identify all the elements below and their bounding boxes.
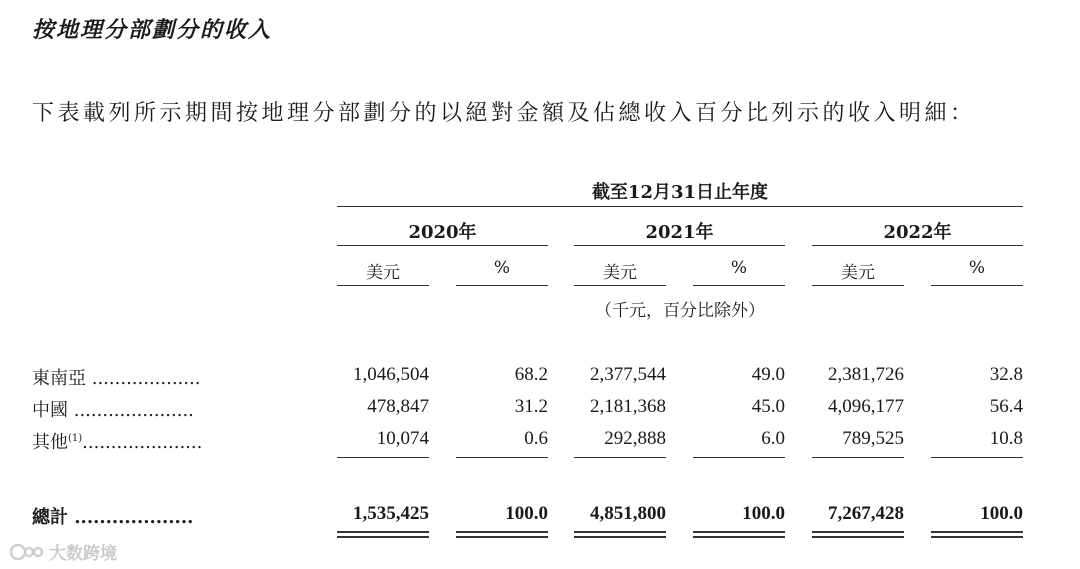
table-cell: 292,888 bbox=[604, 428, 666, 449]
row-label: 其他$^{(1)}$..................... bbox=[32, 432, 203, 453]
table-cell: 45.0 bbox=[751, 396, 785, 417]
divider bbox=[574, 285, 666, 286]
divider bbox=[456, 285, 548, 286]
double-underline bbox=[456, 536, 548, 538]
footnote-ref: (1) bbox=[68, 433, 83, 444]
double-underline bbox=[456, 531, 548, 533]
double-underline bbox=[693, 536, 785, 538]
year-2020-header: 2020年 bbox=[408, 222, 477, 243]
double-underline bbox=[337, 536, 429, 538]
table-cell: 32.8 bbox=[989, 364, 1023, 385]
section-title: 按地理分部劃分的收入 bbox=[32, 17, 273, 43]
watermark bbox=[10, 539, 117, 564]
total-cell: 100.0 bbox=[742, 503, 785, 524]
divider bbox=[812, 457, 904, 458]
dot-leader: ..................... bbox=[73, 400, 194, 421]
divider bbox=[693, 285, 785, 286]
total-cell: 100.0 bbox=[505, 503, 548, 524]
total-cell: 1,535,425 bbox=[353, 503, 429, 524]
dot-leader: ................... bbox=[91, 368, 201, 389]
divider bbox=[693, 457, 785, 458]
divider bbox=[337, 457, 429, 458]
double-underline bbox=[574, 536, 666, 538]
col-header-usd: 美元 bbox=[366, 263, 400, 283]
table-cell: 2,381,726 bbox=[828, 364, 904, 385]
table-cell: 1,046,504 bbox=[353, 364, 429, 385]
year-2022-header: 2022年 bbox=[883, 222, 952, 243]
table-cell: 56.4 bbox=[989, 396, 1023, 417]
col-header-pct: % bbox=[730, 258, 748, 278]
row-label: 中國 ..................... bbox=[32, 400, 194, 421]
divider bbox=[337, 285, 429, 286]
double-underline bbox=[931, 531, 1023, 533]
table-cell: 2,181,368 bbox=[590, 396, 666, 417]
col-header-usd: 美元 bbox=[603, 263, 637, 283]
table-cell: 478,847 bbox=[367, 396, 429, 417]
dot-leader: ................... bbox=[74, 507, 194, 528]
total-cell: 100.0 bbox=[980, 503, 1023, 524]
table-cell: 2,377,544 bbox=[590, 364, 666, 385]
divider bbox=[337, 245, 548, 246]
table-cell: 31.2 bbox=[514, 396, 548, 417]
double-underline bbox=[337, 531, 429, 533]
row-label: 東南亞 ................... bbox=[32, 368, 201, 389]
divider bbox=[931, 457, 1023, 458]
double-underline bbox=[693, 531, 785, 533]
divider bbox=[337, 206, 1023, 207]
double-underline bbox=[574, 531, 666, 533]
year-2021-header: 2021年 bbox=[645, 222, 714, 243]
double-underline bbox=[812, 536, 904, 538]
col-header-usd: 美元 bbox=[841, 263, 875, 283]
table-cell: 4,096,177 bbox=[828, 396, 904, 417]
divider bbox=[574, 245, 785, 246]
total-cell: 4,851,800 bbox=[590, 503, 666, 524]
table-cell: 0.6 bbox=[524, 428, 548, 449]
divider bbox=[574, 457, 666, 458]
total-label: 總計 ................... bbox=[32, 507, 194, 528]
unit-note: （千元，百分比除外） bbox=[595, 301, 765, 321]
watermark-logo-icon bbox=[10, 542, 44, 562]
table-cell: 6.0 bbox=[761, 428, 785, 449]
table-cell: 49.0 bbox=[751, 364, 785, 385]
double-underline bbox=[812, 531, 904, 533]
table-cell: 10,074 bbox=[376, 428, 429, 449]
period-header: 截至12月31日止年度 bbox=[591, 182, 769, 203]
table-cell: 10.8 bbox=[989, 428, 1023, 449]
total-cell: 7,267,428 bbox=[828, 503, 904, 524]
col-header-pct: % bbox=[968, 258, 986, 278]
table-cell: 68.2 bbox=[514, 364, 548, 385]
dot-leader: ..................... bbox=[82, 432, 203, 453]
divider bbox=[456, 457, 548, 458]
divider bbox=[812, 285, 904, 286]
table-cell: 789,525 bbox=[842, 428, 904, 449]
double-underline bbox=[931, 536, 1023, 538]
intro-paragraph: 下表載列所示期間按地理分部劃分的以絕對金額及佔總收入百分比列示的收入明細： bbox=[32, 101, 976, 126]
watermark-text: 大数跨境 bbox=[49, 544, 117, 564]
divider bbox=[812, 245, 1023, 246]
col-header-pct: % bbox=[493, 258, 511, 278]
divider bbox=[931, 285, 1023, 286]
